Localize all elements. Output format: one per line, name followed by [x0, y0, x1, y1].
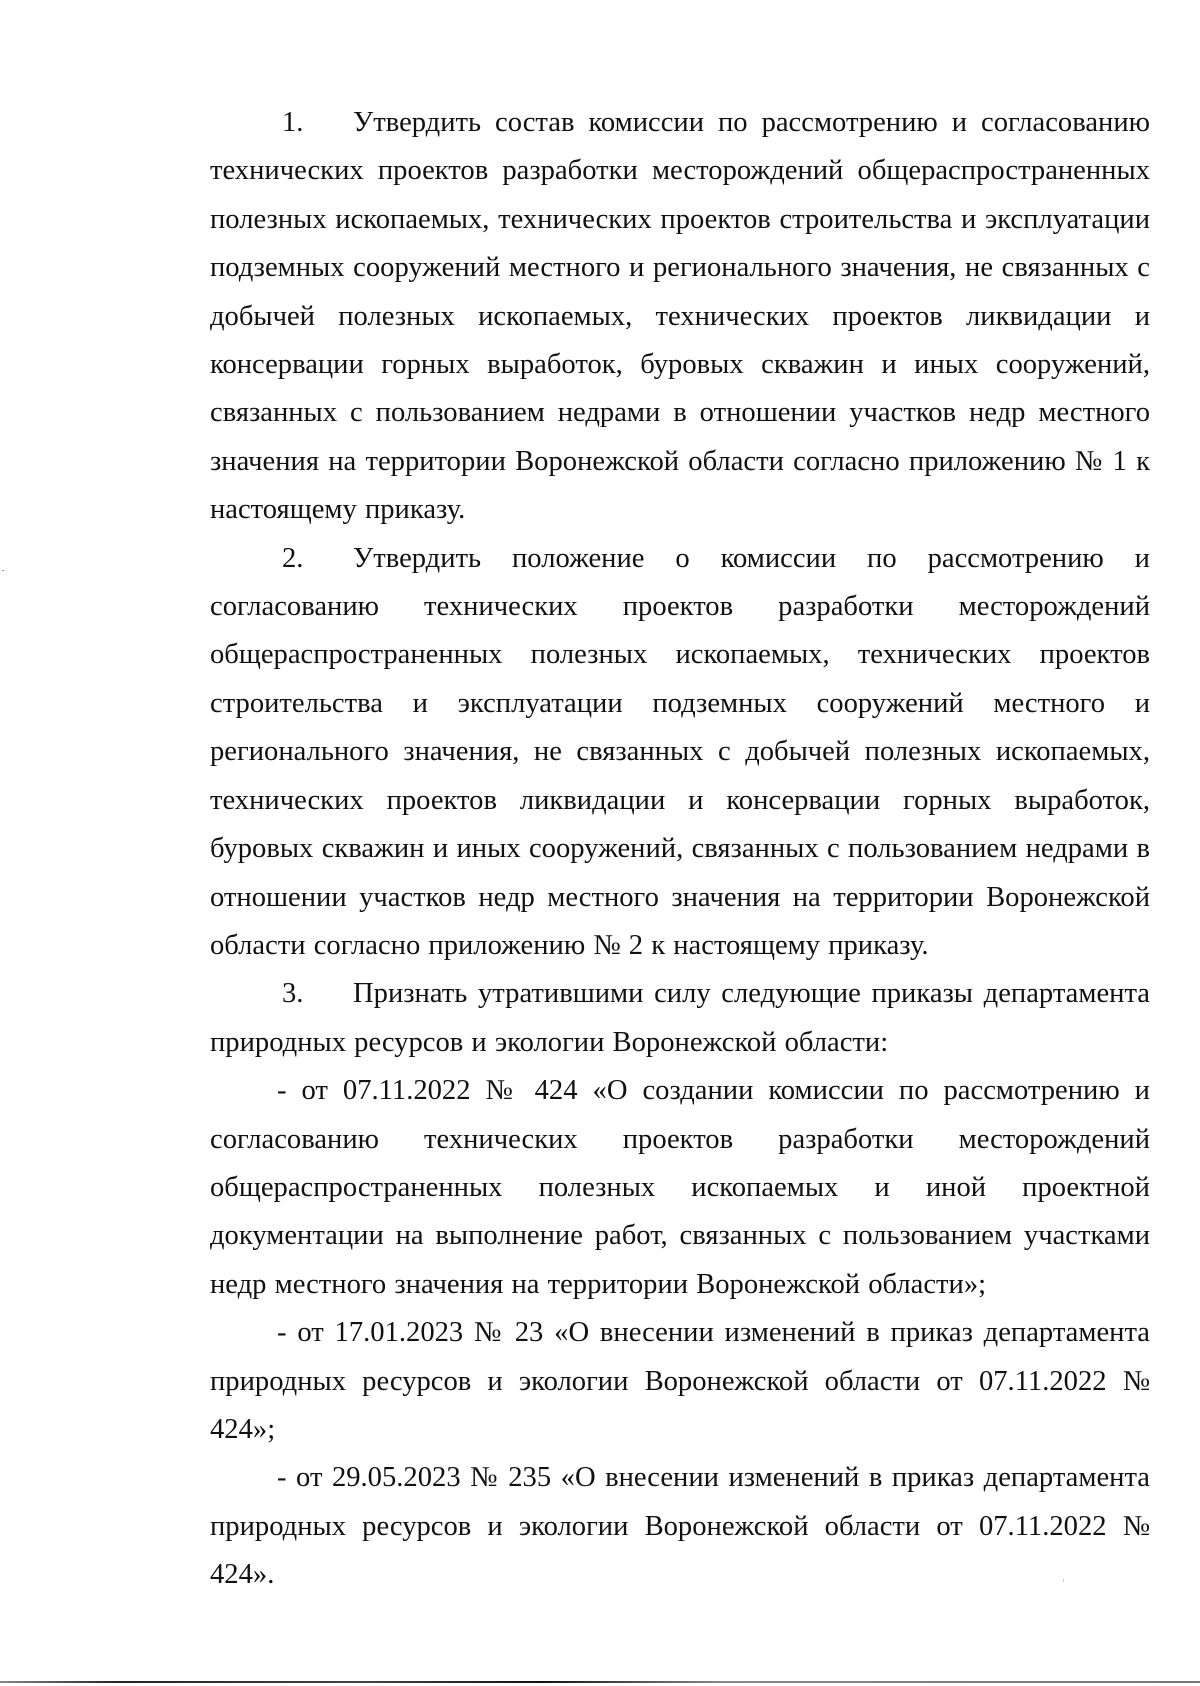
document-page: [210, 99, 1150, 1600]
paragraph-number: 2.: [282, 542, 304, 574]
paragraph-text: Утвердить положение о комиссии по рассмотрению и согласованию технических проектов разработки месторождений общераспространенных полезных ископаемых, технических проектов строительства и эксплуатации подземных сооружений местного и регионального значения, не связанных с добычей полезных ископаемых, технических проектов ликвидации и консервации горных выработок, буровых скважин и иных сооружений, связанных с пользованием недрами в отношении участков недр местного значения на территории Воронежской области согласно приложению № 2 к настоящему приказу.: [210, 542, 1150, 961]
paragraph-3: [210, 970, 1150, 1067]
repealed-order-item: - от 29.05.2023 № 235 «О внесении изменений в приказ департамента природных ресурсов и экологии Воронежской области от 07.11.2022 № 424».: [210, 1462, 1150, 1591]
scan-speck: [1063, 1579, 1064, 1582]
repealed-order-item: - от 07.11.2022 № 424 «О создании комиссии по рассмотрению и согласованию технических проектов разработки месторождений общераспространенных полезных ископаемых и иной проектной документации на выполнение работ, связанных с пользованием участками недр местного значения на территории Воронежской области»;: [210, 1075, 1150, 1300]
scan-bottom-edge-line: [0, 1681, 1200, 1683]
paragraph-1: [210, 99, 1150, 535]
paragraph-text: Утвердить состав комиссии по рассмотрению и согласованию технических проектов разработки месторождений общераспространенных полезных ископаемых, технических проектов строительства и эксплуатации подземных сооружений местного и регионального значения, не связанных с добычей полезных ископаемых, технических проектов ликвидации и консервации горных выработок, буровых скважин и иных сооружений, связанных с пользованием недрами в отношении участков недр местного значения на территории Воронежской области согласно приложению № 1 к настоящему приказу.: [210, 107, 1150, 526]
paragraph-number: 3.: [282, 978, 304, 1010]
paragraph-2: [210, 535, 1150, 971]
paragraph-text: Признать утратившими силу следующие приказы департамента природных ресурсов и экологии Воронежской области:: [210, 978, 1150, 1058]
scan-speck: [2, 570, 4, 571]
repealed-order-item: - от 17.01.2023 № 23 «О внесении изменений в приказ департамента природных ресурсов и экологии Воронежской области от 07.11.2022 № 424»;: [210, 1317, 1150, 1445]
paragraph-number: 1.: [282, 107, 304, 138]
